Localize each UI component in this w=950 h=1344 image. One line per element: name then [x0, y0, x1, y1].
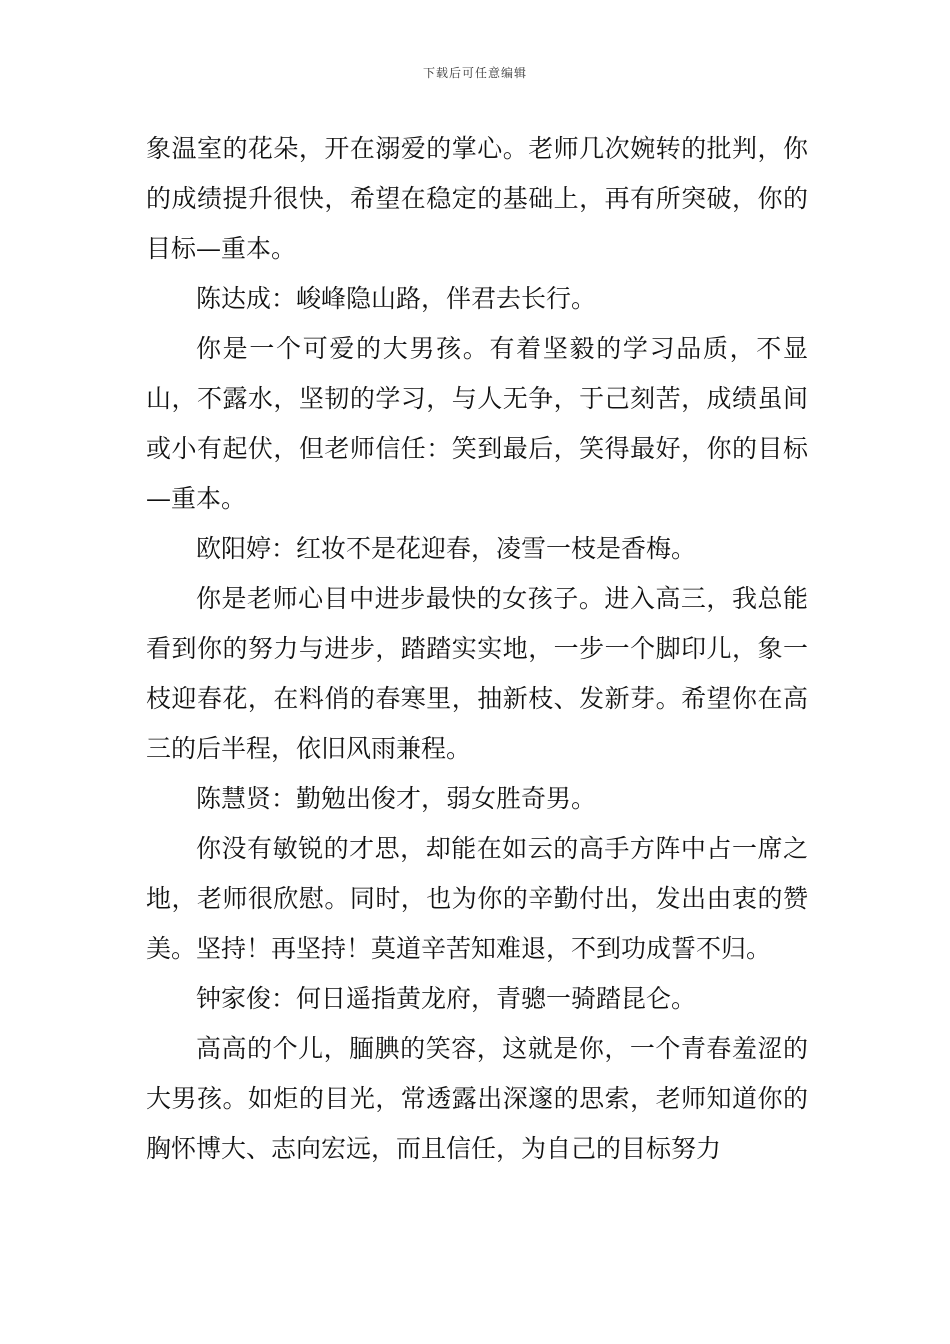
student-name-line: 钟家俊：何日遥指黄龙府，青骢一骑踏昆仑。 — [196, 984, 697, 1013]
student-name-line: 陈达成：峻峰隐山路，伴君去长行。 — [196, 284, 597, 313]
document-body — [146, 124, 808, 1174]
paragraph: 你没有敏锐的才思，却能在如云的高手方阵中占一席之地，老师很欣慰。同时，也为你的辛勤付出，发出由衷的赞美。坚持！再坚持！莫道辛苦知难退，不到功成誓不归。 — [146, 834, 808, 963]
paragraph: 象温室的花朵，开在溺爱的掌心。老师几次婉转的批判，你的成绩提升很快，希望在稳定的基础上，再有所突破，你的目标—重本。 — [146, 134, 808, 263]
page-header: 下载后可任意编辑 — [422, 66, 527, 80]
paragraph: 你是老师心目中进步最快的女孩子。进入高三，我总能看到你的努力与进步，踏踏实实地，一步一个脚印儿，象一枝迎春花，在料俏的春寒里，抽新枝、发新芽。希望你在高三的后半程，依旧风雨兼程。 — [146, 584, 808, 763]
paragraph: 你是一个可爱的大男孩。有着坚毅的学习品质，不显山，不露水，坚韧的学习，与人无争，于己刻苦，成绩虽间或小有起伏，但老师信任：笑到最后，笑得最好，你的目标—重本。 — [146, 334, 808, 513]
student-name-line: 欧阳婷：红妆不是花迎春，凌雪一枝是香梅。 — [196, 534, 697, 563]
student-name-line: 陈慧贤：勤勉出俊才，弱女胜奇男。 — [196, 784, 597, 813]
paragraph: 高高的个儿，腼腆的笑容，这就是你，一个青春羞涩的大男孩。如炬的目光，常透露出深邃的思索，老师知道你的胸怀博大、志向宏远，而且信任，为自己的目标努力 — [146, 1034, 808, 1163]
